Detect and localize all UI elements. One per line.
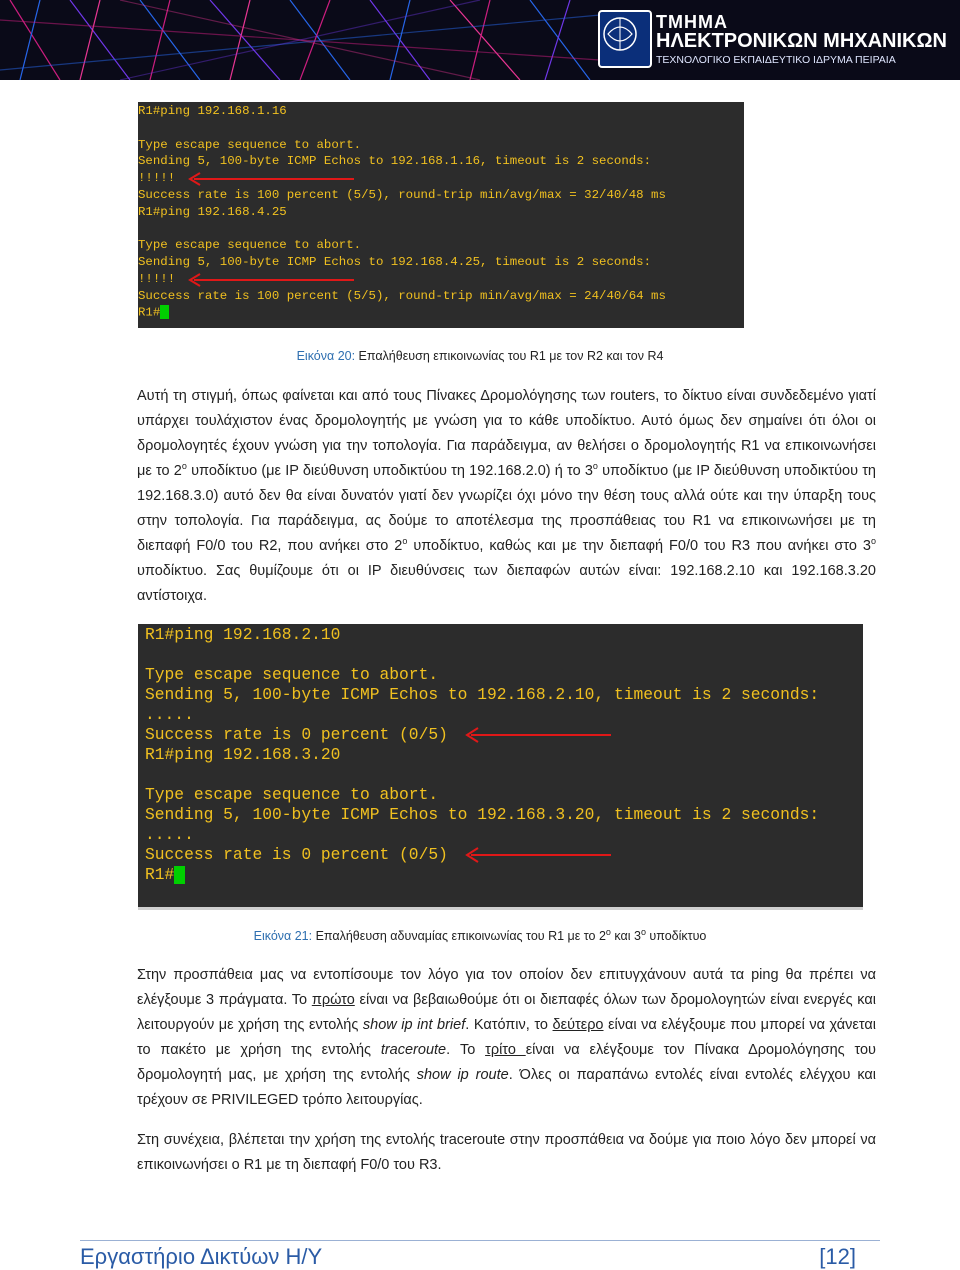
terminal-line: Type escape sequence to abort. bbox=[138, 238, 362, 252]
ordinal-superscript: ο bbox=[870, 536, 876, 547]
red-arrow-icon bbox=[463, 727, 613, 743]
terminal-line: Sending 5, 100-byte ICMP Echos to 192.168.3.20, timeout is 2 seconds: bbox=[145, 805, 820, 824]
ordinal-superscript: ο bbox=[605, 926, 611, 937]
terminal-line: Type escape sequence to abort. bbox=[138, 138, 362, 152]
paragraph-text: υποδίκτυο. Σας θυμίζουμε ότι οι IP διευθύνσεις των διεπαφών αυτών είναι: 192.168.2.10 και 192.168.3.20 αντίστοιχα. bbox=[137, 563, 876, 604]
paragraph-text: . Το bbox=[446, 1042, 486, 1058]
terminal-prompt: R1# bbox=[138, 305, 161, 320]
terminal-line: ..... bbox=[145, 825, 194, 844]
terminal-line: R1#ping 192.168.1.16 bbox=[138, 104, 287, 118]
red-arrow-icon bbox=[463, 847, 613, 863]
figure-caption-20 bbox=[0, 349, 960, 363]
paragraph-text: . Όλες οι παραπάνω εντολές είναι εντολές ελέγχου και τρέχουν σε PRIVILEGED τρόπο λειτουργίας. bbox=[137, 1067, 876, 1108]
caption-number: Εικόνα 21: bbox=[253, 929, 313, 943]
cursor-block bbox=[160, 305, 169, 319]
terminal-line: Type escape sequence to abort. bbox=[145, 785, 439, 804]
underlined-word: τρίτο bbox=[485, 1042, 526, 1058]
ordinal-superscript: ο bbox=[181, 461, 187, 472]
terminal-line: Success rate is 0 percent (0/5) bbox=[145, 725, 448, 744]
paragraph-text: είναι να ελέγξουμε τον Πίνακα Δρομολόγησης του δρομολογητή μας, με χρήση της εντολής bbox=[137, 1042, 876, 1083]
underlined-word: δεύτερο bbox=[552, 1017, 604, 1033]
footer-divider bbox=[80, 1240, 880, 1241]
paragraph-text: υποδίκτυο (με IP διεύθυνση υποδικτύου τη 192.168.2.0) ή το 3 bbox=[186, 463, 593, 479]
paragraph-text: είναι να ελέγξουμε που μπορεί να χάνεται το πακέτο με χρήση της εντολής bbox=[137, 1017, 877, 1058]
red-arrow-icon bbox=[186, 273, 356, 287]
institution-seal-icon bbox=[598, 10, 652, 68]
command-name: traceroute bbox=[380, 1042, 447, 1058]
body-paragraph-1 bbox=[80, 384, 876, 609]
terminal-line: Success rate is 100 percent (5/5), round-trip min/avg/max = 24/40/64 ms bbox=[138, 289, 666, 303]
ordinal-superscript: ο bbox=[592, 461, 598, 472]
terminal-screenshot-fig21 bbox=[138, 624, 863, 910]
command-name: show ip route bbox=[416, 1067, 509, 1083]
terminal-line: Sending 5, 100-byte ICMP Echos to 192.168.2.10, timeout is 2 seconds: bbox=[145, 685, 820, 704]
footer-course-title: Εργαστήριο Δικτύων Η/Υ bbox=[80, 1244, 323, 1269]
cursor-block bbox=[174, 866, 185, 884]
header-banner bbox=[0, 0, 960, 80]
terminal-line: Type escape sequence to abort. bbox=[145, 665, 439, 684]
ordinal-superscript: ο bbox=[402, 536, 408, 547]
terminal-line: Sending 5, 100-byte ICMP Echos to 192.168.1.16, timeout is 2 seconds: bbox=[138, 154, 652, 168]
paragraph-text: . Κατόπιν, το bbox=[465, 1017, 553, 1033]
ordinal-superscript: ο bbox=[640, 926, 646, 937]
terminal-line: R1#ping 192.168.3.20 bbox=[145, 745, 341, 764]
terminal-line: R1#ping 192.168.2.10 bbox=[145, 625, 341, 644]
terminal-line: ..... bbox=[145, 705, 194, 724]
institution-name: ΤΕΧΝΟΛΟΓΙΚΟ ΕΚΠΑΙΔΕΥΤΙΚΟ ΙΔΡΥΜΑ ΠΕΙΡΑΙΑ bbox=[656, 54, 896, 66]
figure-caption-21 bbox=[0, 926, 960, 943]
paragraph-text: Αυτή τη στιγμή, όπως φαίνεται και από τους Πίνακες Δρομολόγησης των routers, το δίκτυο είναι συνδεδεμένο γιατί υπάρχει τουλάχιστον ένας δρομολογητής με γνώση για το κάθε υποδίκτυο. Αυτό όμως δεν σημαίνει ότι όλοι οι δρομολογητές έχουν γνώση για την τοπολογία. Για παράδειγμα, αν θελήσει ο δρομολογητής R1 να επικοινωνήσει με το 2 bbox=[137, 388, 876, 479]
paragraph-text: είναι να βεβαιωθούμε ότι οι διεπαφές όλων των δρομολογητών είναι ενεργές και λειτουργούν με χρήση της εντολής bbox=[137, 992, 876, 1033]
page-number: [12] bbox=[819, 1244, 856, 1269]
underlined-word: πρώτο bbox=[311, 992, 355, 1008]
terminal-prompt: R1# bbox=[145, 865, 175, 884]
department-line1: ΤΜΗΜΑ bbox=[656, 12, 728, 32]
terminal-prompt-line bbox=[138, 305, 169, 319]
department-line2: ΗΛΕΚΤΡΟΝΙΚΩΝ ΜΗΧΑΝΙΚΩΝ bbox=[656, 30, 947, 52]
red-arrow-icon bbox=[186, 172, 356, 186]
body-paragraph-3 bbox=[80, 1128, 876, 1178]
terminal-line: !!!!! bbox=[138, 171, 176, 185]
body-paragraph-2 bbox=[80, 963, 876, 1113]
terminal-line: Sending 5, 100-byte ICMP Echos to 192.168.4.25, timeout is 2 seconds: bbox=[138, 255, 652, 269]
terminal-line: R1#ping 192.168.4.25 bbox=[138, 205, 287, 219]
paragraph-text: Στη συνέχεια, βλέπεται την χρήση της εντολής traceroute στην προσπάθεια να δούμε για ποιο λόγο δεν μπορεί να επικοινωνήσει ο R1 με τη διεπαφή F0/0 του R3. bbox=[137, 1132, 876, 1173]
terminal-line: !!!!! bbox=[138, 272, 176, 286]
caption-number: Εικόνα 20: bbox=[296, 349, 356, 363]
caption-text: Επαλήθευση αδυναμίας επικοινωνίας του R1 με το 2 bbox=[312, 929, 606, 943]
terminal-prompt-line bbox=[145, 865, 185, 884]
paragraph-text: υποδίκτυο (με IP διεύθυνση υποδικτύου τη 192.168.3.0) αυτό δεν θα είναι δυνατόν γιατί δεν γνωρίζει όχι μόνο την θέση τους αλλά ούτε και την ύπαρξη τους στην τοπολογία. Για παράδειγμα, ας δούμε το αποτέλεσμα της προσπάθειας του R1 να επικοινωνήσει με τη διεπαφή F0/0 του R2, που ανήκει στο 2 bbox=[137, 463, 876, 554]
terminal-line: Success rate is 0 percent (0/5) bbox=[145, 845, 448, 864]
terminal-screenshot-fig20 bbox=[138, 102, 744, 328]
department-logo bbox=[598, 10, 947, 66]
paragraph-text: υποδίκτυο, καθώς και με την διεπαφή F0/0 του R3 που ανήκει στο 3 bbox=[407, 538, 871, 554]
command-name: show ip int brief bbox=[362, 1017, 466, 1033]
paragraph-text: Στην προσπάθεια μας να εντοπίσουμε τον λόγο για τον οποίον δεν επιτυγχάνουν αυτά τα ping θα πρέπει να ελέγξουμε 3 πράγματα. Το bbox=[137, 967, 876, 1008]
terminal-line: Success rate is 100 percent (5/5), round-trip min/avg/max = 32/40/48 ms bbox=[138, 188, 666, 202]
caption-text: υποδίκτυο bbox=[645, 929, 707, 943]
caption-text: Επαλήθευση επικοινωνίας του R1 με τον R2 και τον R4 bbox=[355, 349, 664, 363]
caption-text: και 3 bbox=[610, 929, 641, 943]
